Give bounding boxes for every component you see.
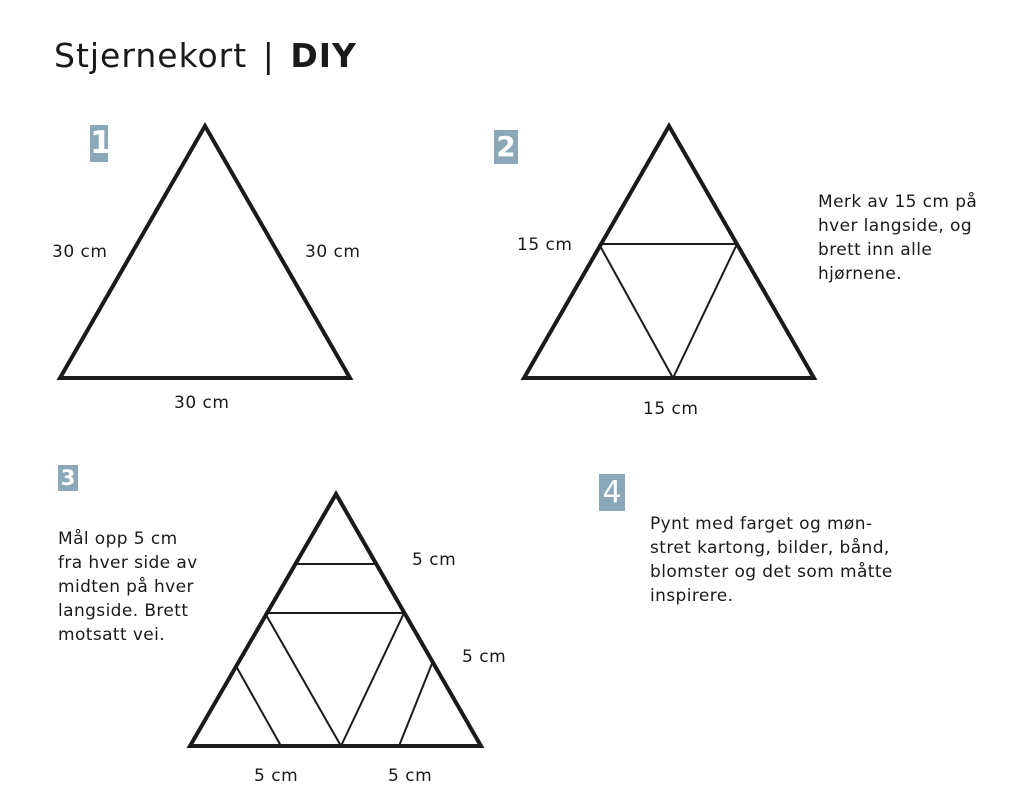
step1-number: 1	[90, 125, 112, 161]
step4-badge	[599, 474, 625, 511]
step3-line: Mål opp 5 cm	[58, 529, 178, 549]
step2-line: brett inn alle	[818, 240, 933, 260]
step2-line: Merk av 15 cm på	[818, 192, 978, 212]
step1-label-right: 30 cm	[305, 242, 361, 262]
step3-label-bottom-left: 5 cm	[254, 766, 299, 786]
step3-line: motsatt vei.	[58, 625, 166, 645]
title-diy: DIY	[290, 36, 357, 75]
step3-fold-mid-left	[265, 613, 341, 746]
step1-label-bottom: 30 cm	[174, 393, 230, 413]
step4-line: blomster og det som måtte	[650, 562, 893, 582]
step3-fold-corner-left	[236, 666, 281, 746]
title-separator: |	[262, 36, 275, 75]
step1-badge	[90, 125, 112, 162]
step4-line: Pynt med farget og møn-	[650, 514, 873, 534]
step2-number: 2	[496, 130, 516, 163]
step2-fold-right	[673, 244, 737, 378]
step3-badge	[58, 465, 78, 491]
step3-line: midten på hver	[58, 577, 194, 597]
step2-line: hver langside, og	[818, 216, 973, 236]
step3-line: fra hver side av	[58, 553, 198, 573]
step2-instructions	[818, 190, 977, 286]
step3-label-right-top: 5 cm	[412, 550, 457, 570]
step2-badge	[494, 130, 518, 164]
step2-fold-left	[599, 244, 673, 378]
step3-instructions	[58, 527, 198, 647]
step3-number: 3	[60, 466, 76, 490]
step3-label-bottom-right: 5 cm	[388, 766, 433, 786]
step3-fold-corner-right	[399, 661, 433, 746]
step1-label-left: 30 cm	[52, 242, 108, 262]
title-main: Stjernekort	[54, 36, 248, 75]
step4-instructions	[650, 512, 893, 608]
step3-triangle	[190, 494, 481, 746]
step2-line: hjørnene.	[818, 264, 903, 284]
step3-fold-mid-right	[341, 613, 404, 746]
step2-label-bottom: 15 cm	[643, 399, 699, 419]
step4-number: 4	[602, 475, 622, 510]
step4-line: inspirere.	[650, 586, 734, 606]
step2-label-left: 15 cm	[517, 235, 573, 255]
step4-line: stret kartong, bilder, bånd,	[650, 538, 890, 558]
step3-line: langside. Brett	[58, 601, 189, 621]
step3-label-right-mid: 5 cm	[462, 647, 507, 667]
